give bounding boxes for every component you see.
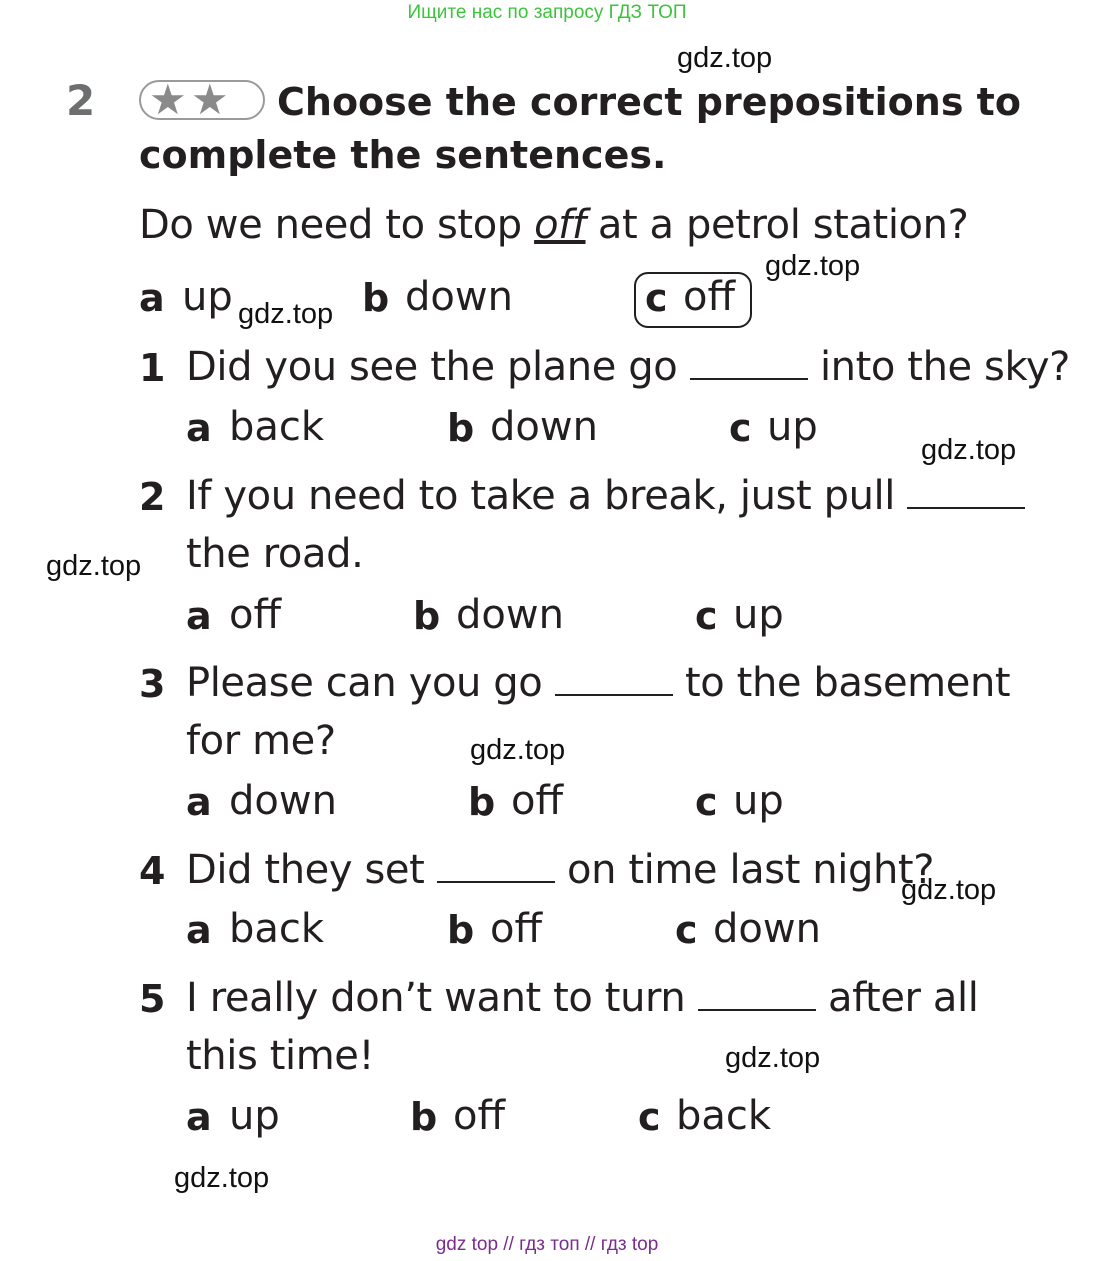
watermark: gdz.top [174,1162,270,1194]
question-number: 1 [139,346,166,390]
footer-links[interactable]: gdz top // гдз топ // гдз top [435,1234,659,1255]
option-letter: a [186,406,212,450]
star-icon: ★ [191,75,229,124]
option-text: off [683,274,736,320]
watermark: gdz.top [921,434,1017,466]
answer-blank[interactable] [555,660,673,696]
star-icon: ★ [149,75,187,124]
question-number: 3 [139,662,166,706]
watermark: gdz.top [901,874,997,906]
watermark: gdz.top [470,734,566,766]
option-letter: a [139,276,165,320]
watermark: gdz.top [46,550,142,582]
option-text[interactable]: down [456,592,564,638]
option-text[interactable]: down [490,404,598,450]
question-number: 5 [139,977,166,1021]
option-letter: b [447,908,475,952]
question-text: Did you see the plane go into the sky? [186,344,1070,390]
option-text[interactable]: back [229,404,325,450]
question-number: 4 [139,849,166,893]
option-letter: a [186,780,212,824]
instruction-line-2: complete the sentences. [139,133,667,177]
instruction-line-1: Choose the correct prepositions to [277,80,1021,124]
answer-blank[interactable] [907,473,1025,509]
watermark: gdz.top [765,250,861,282]
example-sentence [139,202,968,248]
option-text[interactable]: off [229,592,282,638]
option-text[interactable]: down [713,906,821,952]
top-banner: Ищите нас по запросу ГДЗ ТОП [407,2,687,23]
watermark: gdz.top [677,42,773,74]
option-letter: b [362,276,390,320]
answer-blank[interactable] [437,847,555,883]
option-letter: b [468,780,496,824]
option-text: up [182,274,233,320]
answer-blank[interactable] [690,344,808,380]
option-text[interactable]: off [453,1093,506,1139]
option-text[interactable]: up [733,592,784,638]
question-text: I really don’t want to turn after all [186,975,979,1021]
option-text[interactable]: back [676,1093,772,1139]
option-letter: c [695,780,718,824]
option-letter: a [186,594,212,638]
option-letter: b [447,406,475,450]
option-text[interactable]: up [733,778,784,824]
question-text: Did they set on time last night? [186,847,935,893]
option-letter: c [695,594,718,638]
answer-blank[interactable] [698,975,816,1011]
question-text: If you need to take a break, just pull [186,473,1025,519]
option-text[interactable]: back [229,906,325,952]
option-letter: c [645,276,668,320]
option-text[interactable]: off [490,906,543,952]
question-number: 2 [139,475,166,519]
option-text[interactable]: off [511,778,564,824]
question-text-line-2: for me? [186,718,336,764]
watermark: gdz.top [238,298,334,330]
option-letter: c [638,1095,661,1139]
example-after: at a petrol station? [585,202,969,248]
option-letter: b [410,1095,438,1139]
question-text-line-2: this time! [186,1033,375,1079]
option-letter: a [186,908,212,952]
example-before: Do we need to stop [139,202,535,248]
question-text-line-2: the road. [186,531,364,577]
option-letter: a [186,1095,212,1139]
option-letter: c [729,406,752,450]
example-answer: off [534,202,586,248]
watermark: gdz.top [725,1042,821,1074]
option-text[interactable]: down [229,778,337,824]
option-text[interactable]: up [229,1093,280,1139]
question-text: Please can you go to the basement [186,660,1011,706]
option-text[interactable]: up [767,404,818,450]
option-text: down [405,274,513,320]
option-letter: b [413,594,441,638]
difficulty-badge [139,75,265,124]
option-letter: c [675,908,698,952]
exercise-number: 2 [66,76,96,125]
